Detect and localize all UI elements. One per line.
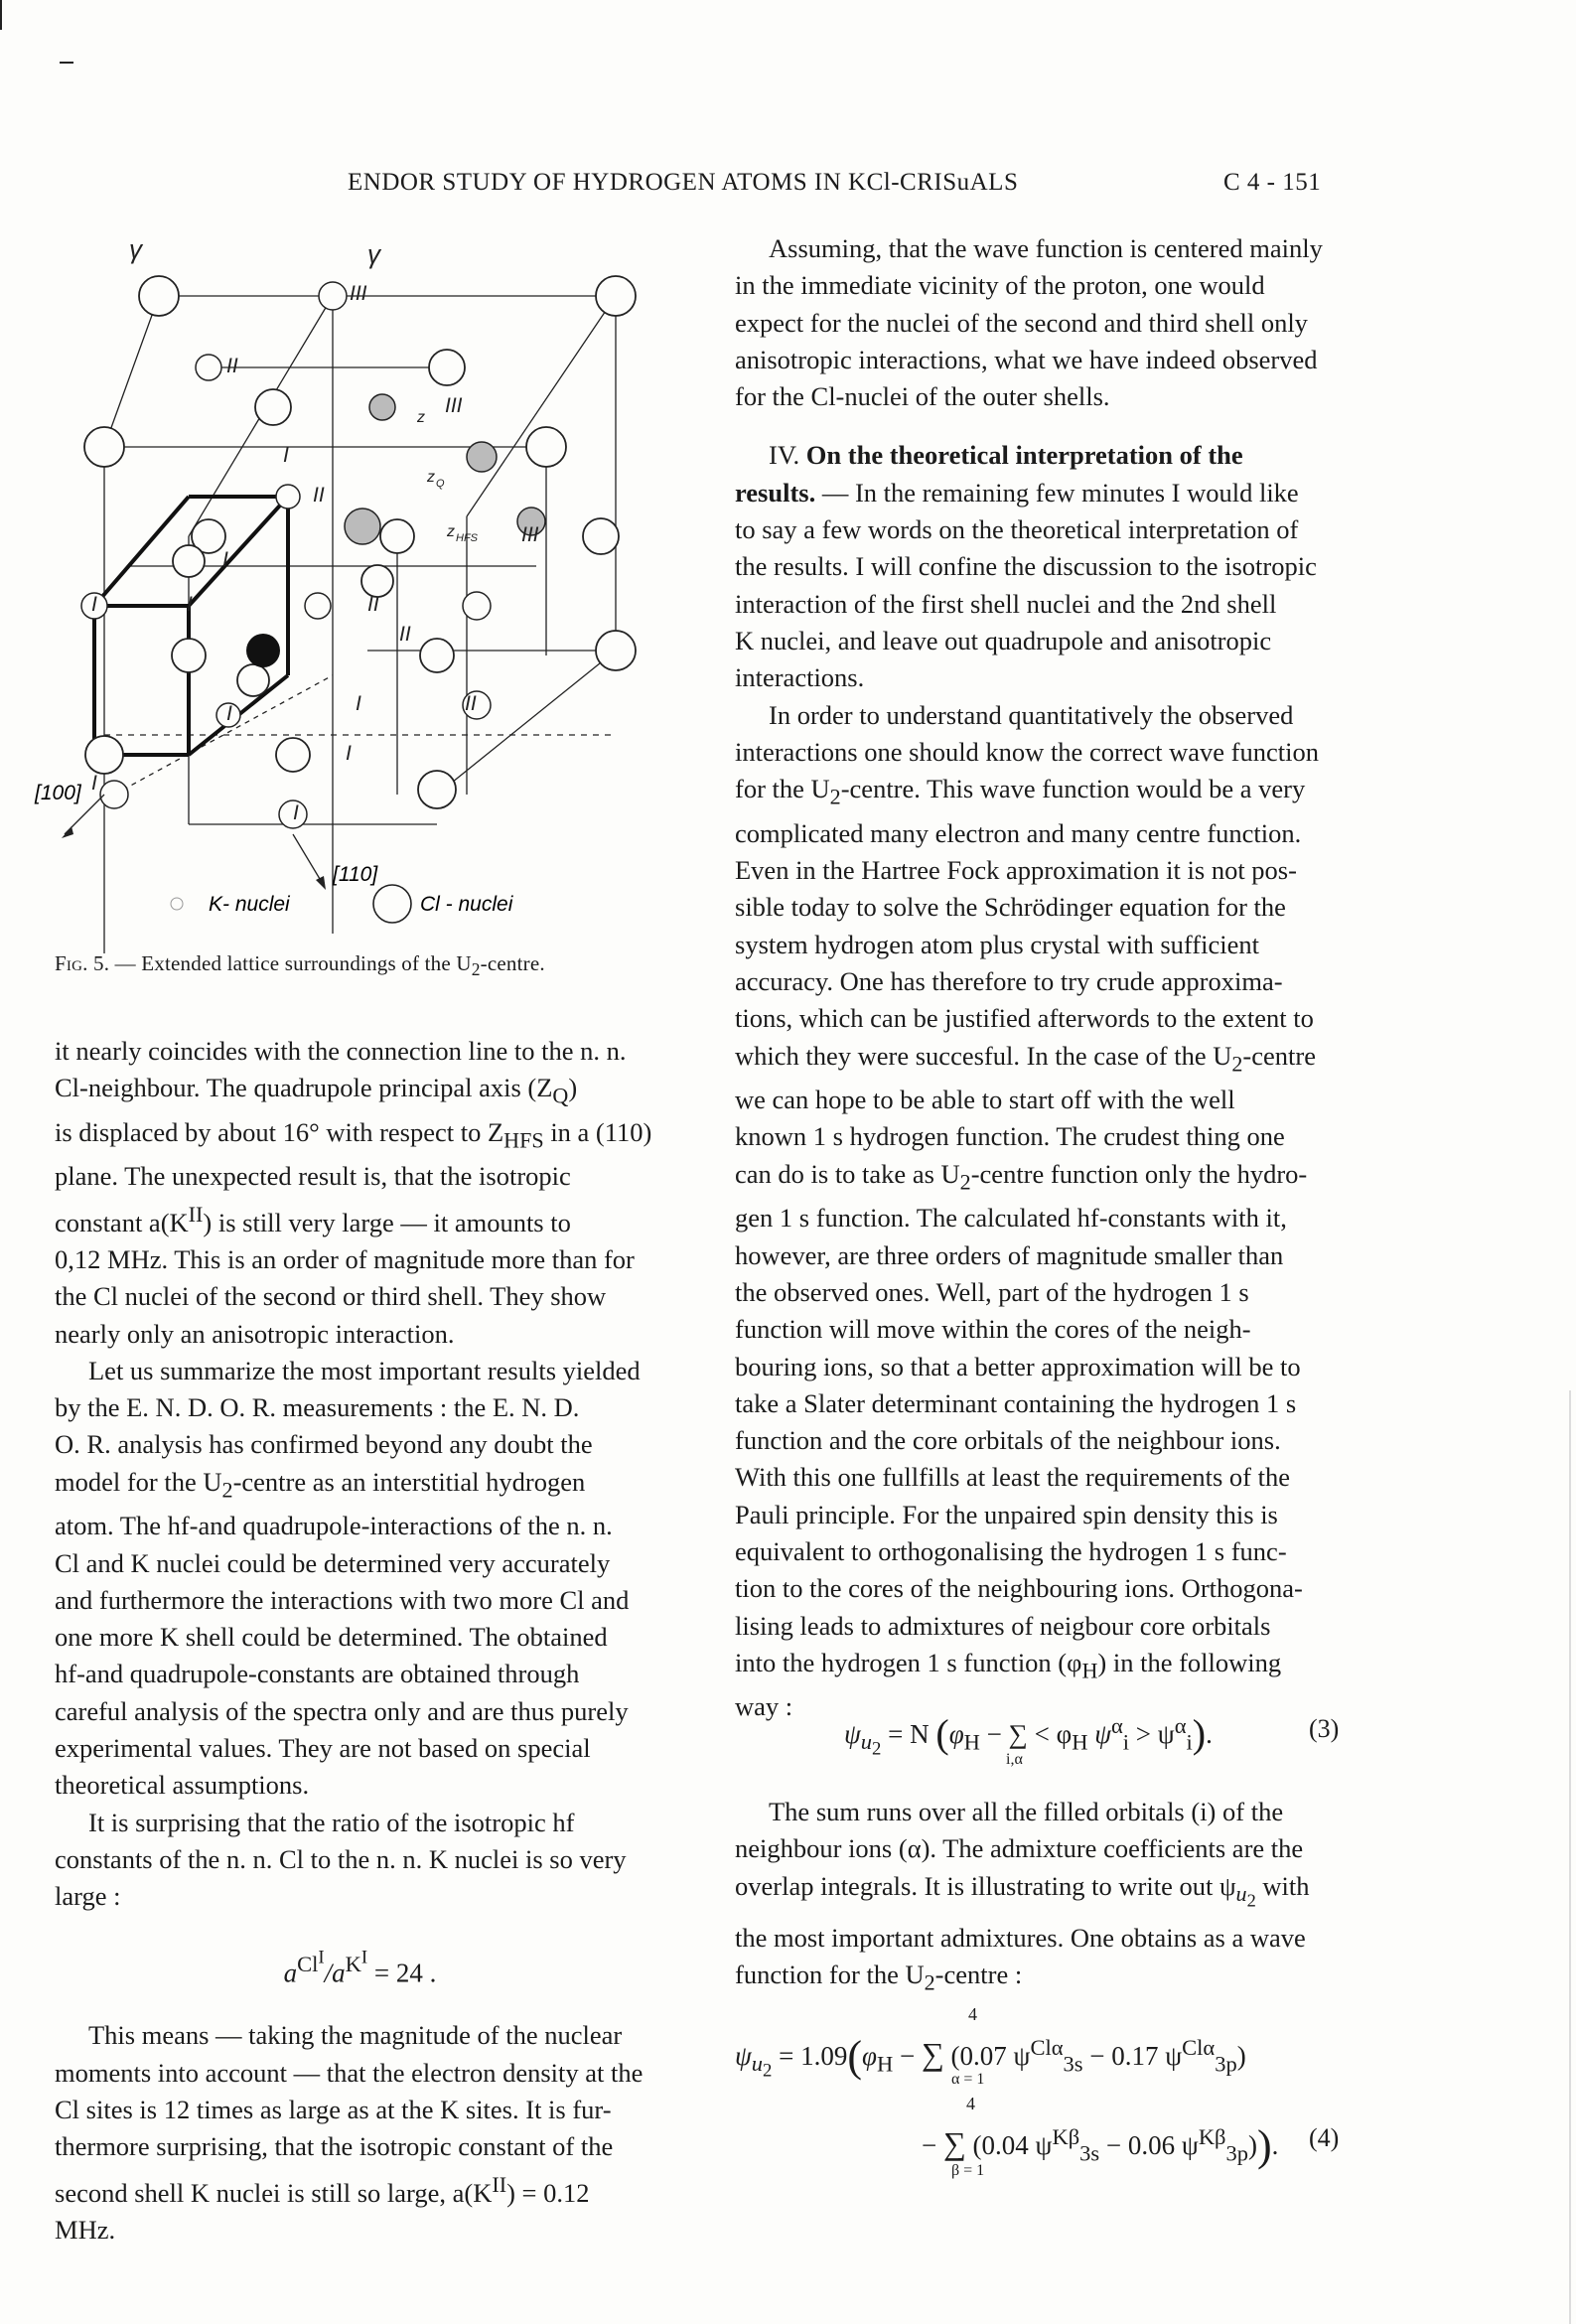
gamma-label: γ bbox=[129, 234, 142, 264]
cl-nucleus bbox=[139, 276, 179, 316]
hatched-nucleus bbox=[345, 508, 380, 544]
shell-label: I bbox=[222, 548, 228, 571]
k-nucleus bbox=[319, 282, 347, 310]
equation-3: $\psi_{u_2} = N$ ($\varphi_H$ − ∑ < $\varphi_H$ $\psi^\alpha_i > \psi^\alpha_i$). bbox=[844, 1711, 1213, 1760]
cl-nucleus bbox=[237, 664, 269, 696]
left-column bbox=[55, 1033, 665, 2249]
shell-label: I bbox=[226, 702, 232, 725]
running-title: ENDOR STUDY OF HYDROGEN ATOMS IN KCl-CRISuALS bbox=[348, 169, 1019, 196]
cl-nucleus bbox=[418, 771, 456, 808]
lattice-edge bbox=[467, 296, 616, 516]
section-heading: IV. On the theoretical interpretation of the bbox=[769, 440, 1243, 471]
cl-nucleus bbox=[583, 518, 619, 554]
cl-nucleus bbox=[85, 736, 123, 774]
paragraph: In order to understand quantitatively the observed interactions one should know the correct wave function for the $U_2$-centre. This wave function would be a very complicated many electron and many centre function. Even in the Hartree Fock approximation it is not pos- sible today to solve the Schrödinger equation for the system hydrogen atom plus crystal with sufficient accuracy. One has therefore to try crude approxima- tions, which can be justified afterwords to the extent to which they were succesful. In the case of the $U_2$-centre we can hope to be able to start off with the well known 1 s hydrogen function. The crudest thing one can do is to take as $U_2$-centre function only the hydro- gen 1 s function. The calculated hf-constants with it, however, are three orders of magnitude smaller than the observed ones. Well, part of the hydrogen 1 s function will move within the cores of the neigh- bouring ions, so that a better approximation will be to take a Slater determinant containing the hydrogen 1 s function and the core orbitals of the neighbour ions. With this one fullfills at least the requirements of the Pauli principle. For the unpaired spin density this is equivalent to orthogonalising the hydrogen 1 s func- tion to the cores of the neighbouring ions. Orthogona- lising leads to admixtures of neigbour core orbitals into the hydrogen 1 s function $(\varphi_H)$ in the following way : bbox=[735, 699, 1319, 1722]
scan-edge bbox=[1569, 1390, 1571, 2324]
cl-nucleus bbox=[596, 631, 636, 670]
paragraph: The sum runs over all the filled orbitals (i) of the neighbour ions (α). The admixture coefficients are the overlap integrals. It is illustrating to write out $\psi_{u_2}$ with the most important admixtures. One obtains as a wave function for the $U_2$-centre : bbox=[735, 1797, 1310, 1995]
hatched-nucleus bbox=[467, 442, 497, 472]
equation-4-number: (4) bbox=[1309, 2123, 1340, 2152]
k-nucleus bbox=[305, 593, 331, 619]
inner-cube-edge bbox=[94, 497, 189, 606]
axis-110-label: [110] bbox=[333, 863, 378, 886]
zq-sub-label: Q bbox=[436, 478, 445, 490]
equation-4-line1: $\psi_{u_2} = 1.09(\varphi_H$ − ∑ (0.07 $\psi^{Cl\alpha}_{3s} - 0.17$ $\psi^{Cl\alpha}_{3p}$) bbox=[735, 2032, 1246, 2082]
cl-nucleus bbox=[173, 545, 205, 577]
equation-4-line2: − ∑ (0.04 $\psi^{K\beta}_{3s} - 0.06$ $\psi^{K\beta}_{3p}$)). bbox=[922, 2121, 1279, 2170]
shell-label: II bbox=[465, 692, 477, 715]
cl-nucleus bbox=[172, 639, 206, 672]
equation-3-sum-index: i,α bbox=[1006, 1751, 1023, 1768]
gamma-label: γ bbox=[367, 239, 380, 269]
zhfs-label: z bbox=[447, 523, 455, 540]
right-column-cont bbox=[735, 1794, 1346, 2000]
equation-3-number: (3) bbox=[1309, 1714, 1340, 1743]
legend-cl: Cl - nuclei bbox=[420, 893, 513, 916]
shell-label: II bbox=[399, 623, 411, 646]
eq4-lower-limit-1: α = 1 bbox=[951, 2071, 985, 2088]
cl-nucleus bbox=[276, 738, 310, 772]
legend-cl-icon bbox=[373, 885, 411, 923]
shell-label: II bbox=[313, 484, 325, 507]
paragraph: It is surprising that the ratio of the isotropic hf constants of the n. n. Cl to the n. n. K nuclei is so very large : bbox=[55, 1807, 627, 1912]
k-nucleus bbox=[100, 781, 128, 808]
paragraph: Let us summarize the most important results yielded by the E. N. D. O. R. measurements : the E. N. D. O. R. analysis has confirmed beyond any doubt the model for the $U_2$-centre as an interstitial hydrogen atom. The hf-and quadrupole-interactions of the n. n. Cl and K nuclei could be determined very accurately and furthermore the interactions with two more Cl and one more K shell could be determined. The obtained hf-and quadrupole-constants are obtained through careful analysis of the spectra only and are thus purely experimental values. They are not based on special theoretical assumptions. bbox=[55, 1355, 641, 1801]
shell-label: I bbox=[356, 692, 361, 715]
right-column bbox=[735, 230, 1346, 1726]
axis-110-arrow bbox=[293, 834, 323, 884]
cl-nucleus bbox=[429, 350, 465, 385]
axis-100-arrowhead bbox=[62, 826, 73, 838]
cl-nucleus bbox=[420, 639, 454, 672]
lattice-edge bbox=[104, 296, 159, 447]
shell-label: I bbox=[187, 593, 193, 616]
eq4-lower-limit-2: β = 1 bbox=[951, 2162, 985, 2179]
cl-nucleus bbox=[596, 276, 636, 316]
cl-nucleus bbox=[526, 427, 566, 467]
shell-label: I bbox=[346, 742, 352, 765]
paragraph: This means — taking the magnitude of the nuclear moments into account — that the electron density at the Cl sites is 12 times as large as at the K sites. It is fur- thermore surprising, that the isotropic constant of the second shell K nuclei is still so large, $a(K^{II}) = 0.12$ MHz. bbox=[55, 2020, 644, 2245]
zq-label: z bbox=[427, 469, 435, 486]
k-nucleus bbox=[276, 485, 300, 508]
cl-nucleus bbox=[255, 389, 291, 425]
eq4-upper-limit-2: 4 bbox=[966, 2094, 975, 2113]
scan-mark bbox=[60, 62, 73, 64]
legend-k-icon bbox=[171, 898, 183, 910]
k-nucleus bbox=[196, 355, 221, 380]
shell-label: II bbox=[226, 355, 238, 377]
hydrogen-proton bbox=[246, 634, 280, 667]
shell-label: III bbox=[445, 394, 463, 417]
lattice-edge bbox=[437, 651, 616, 795]
z-label: z bbox=[417, 409, 425, 426]
axis-110-arrowhead bbox=[316, 876, 326, 890]
k-nucleus bbox=[463, 592, 491, 620]
figure-caption: Fig. 5. — Extended lattice surroundings of the $U_2$-centre. bbox=[55, 951, 545, 980]
shell-label: III bbox=[350, 282, 367, 305]
ratio-equation: $a^{Cl^I}/a^{K^I} = 24$ . bbox=[283, 1947, 437, 1988]
page-number: C 4 - 151 bbox=[1223, 169, 1322, 196]
shell-label: III bbox=[521, 523, 539, 546]
cl-nucleus bbox=[84, 427, 124, 467]
lattice-figure bbox=[35, 234, 665, 973]
shell-label: I bbox=[283, 444, 289, 467]
section-paragraph: IV. On the theoretical interpretation of the results. — In the remaining few minutes I would like to say a few words on the theoretical interpretation of the results. I will confine the discussion to the isotropic interaction of the first shell nuclei and the 2nd shell K nuclei, and leave out quadrupole and anisotropic interactions. bbox=[735, 440, 1317, 693]
zhfs-sub-label: HFS bbox=[456, 532, 478, 544]
shell-label: II bbox=[367, 593, 379, 616]
shell-label: I bbox=[293, 801, 299, 824]
axis-100-label: [100] bbox=[35, 782, 81, 804]
hatched-nucleus bbox=[369, 394, 395, 420]
paragraph: it nearly coincides with the connection line to the n. n. Cl-neighbour. The quadrupole principal axis $(Z_Q)$ is displaced by about 16° with respect to $Z_{HFS}$ in a (110) plane. The unexpected result is, that the isotropic constant $a(K^{II})$ is still very large — it amounts to 0,12 MHz. This is an order of magnitude more than for the Cl nuclei of the second or third shell. They show nearly only an anisotropic interaction. bbox=[55, 1036, 652, 1349]
shell-label: I bbox=[91, 593, 97, 616]
cl-nucleus bbox=[380, 519, 414, 553]
eq4-upper-limit-1: 4 bbox=[968, 2004, 977, 2024]
shell-label: I bbox=[91, 772, 97, 795]
legend-k: K- nuclei bbox=[209, 893, 290, 916]
scan-mark bbox=[0, 0, 2, 30]
paragraph: Assuming, that the wave function is centered mainly in the immediate vicinity of the proton, one would expect for the nuclei of the second and third shell only anisotropic interactions, what we have indeed observed for the Cl-nuclei of the outer shells. bbox=[735, 233, 1323, 412]
